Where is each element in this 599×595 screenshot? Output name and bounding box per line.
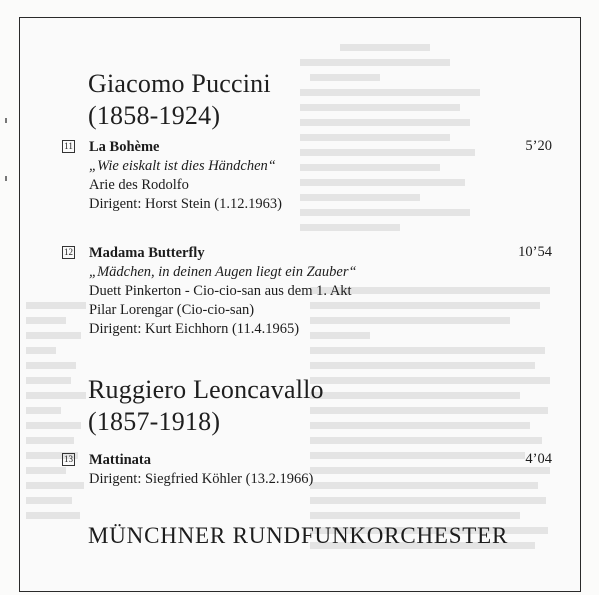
track-13 [62,451,552,491]
track-title: La Bohème [89,139,160,155]
orchestra-name: MÜNCHNER RUNDFUNKORCHESTER [88,523,509,548]
booklet-frame [19,17,581,592]
track-quote: „Mädchen, in deinen Augen liegt ein Zauber“ [89,264,357,280]
track-line: Pilar Lorengar (Cio-cio-san) [89,302,255,318]
track-number: 11 [62,140,75,153]
composer-dates: (1858-1924) [88,101,221,130]
composer-name: Ruggiero Leoncavallo [88,375,324,404]
composer-name: Giacomo Puccini [88,69,271,98]
scan-mark [5,118,7,123]
scan-mark [5,176,7,181]
track-line: Dirigent: Siegfried Köhler (13.2.1966) [89,471,314,487]
track-line: Dirigent: Kurt Eichhorn (11.4.1965) [89,321,300,337]
track-details [89,244,552,339]
track-duration: 10’54 [518,244,552,260]
composer-block [88,68,271,132]
track-number: 13 [64,454,73,464]
track-12 [62,244,552,340]
composer-block [88,374,324,438]
track-duration: 5’20 [525,138,552,154]
track-line: Dirigent: Horst Stein (1.12.1963) [89,196,282,212]
track-duration: 4’04 [525,451,552,467]
track-details [89,451,552,489]
track-details [89,138,552,214]
track-quote: „Wie eiskalt ist dies Händchen“ [89,158,276,174]
track-line: Arie des Rodolfo [89,177,189,193]
composer-dates: (1857-1918) [88,407,221,436]
track-title: Mattinata [89,452,152,468]
track-number: 12 [64,247,73,257]
track-line: Duett Pinkerton - Cio-cio-san aus dem 1. Akt [89,283,352,299]
track-title: Madama Butterfly [89,245,205,261]
track-11 [62,138,552,218]
